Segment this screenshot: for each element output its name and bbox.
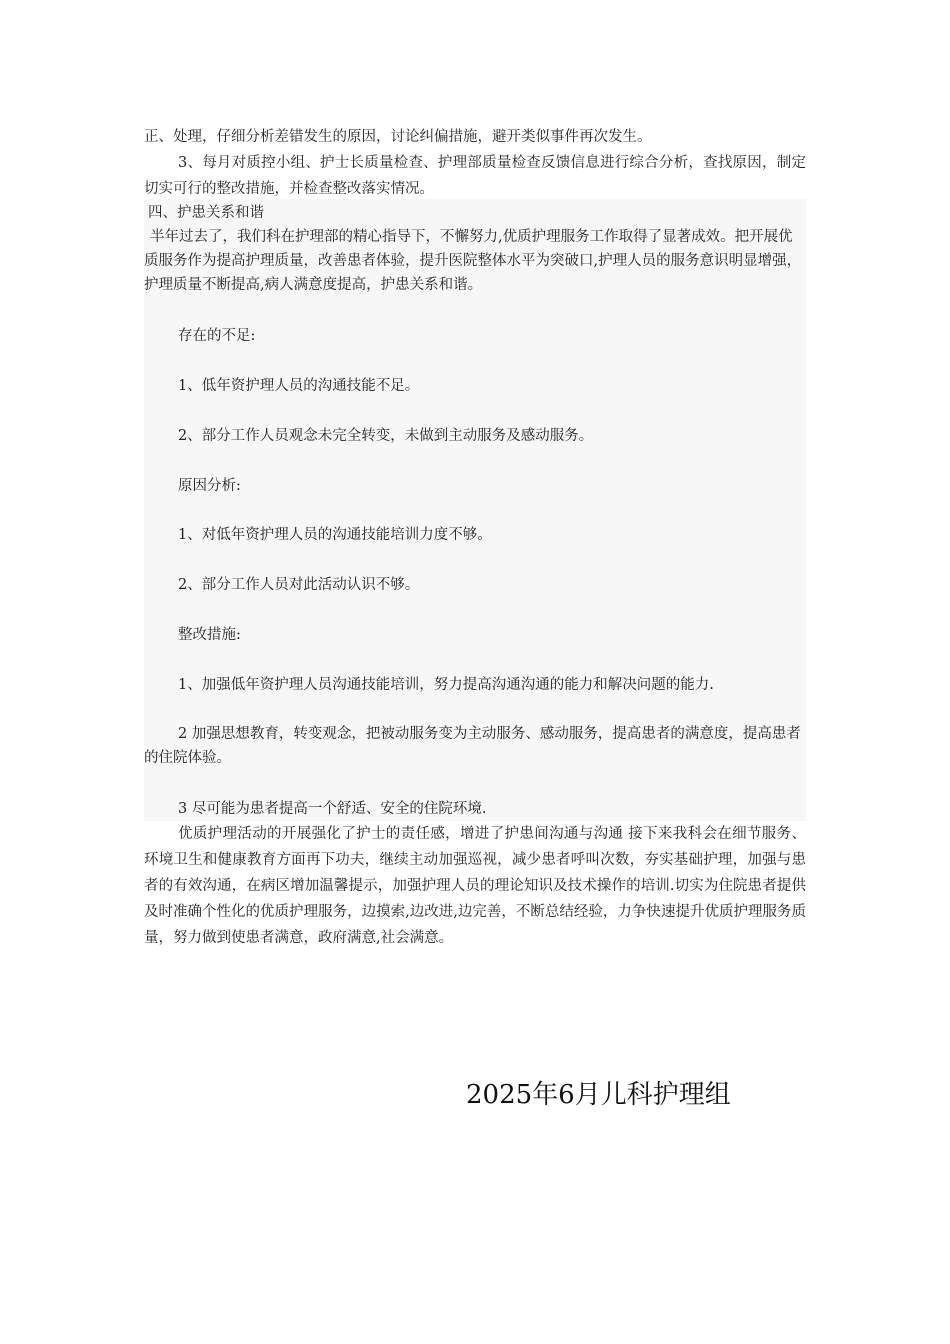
shortcoming-item-2: 2、部分工作人员观念未完全转变，未做到主动服务及感动服务。 [178,428,594,444]
cause-item-1: 1、对低年资护理人员的沟通技能培训力度不够。 [178,527,492,543]
measure-item-2: 2 加强思想教育，转变观念，把被动服务变为主动服务、感动服务，提高患者的满意度，提高患者的住院体验。 [144,726,801,766]
measure-item-3: 3 尽可能为患者提高一个舒适、安全的住院环境. [178,801,487,817]
paragraph-correction: 正、处理，仔细分析差错发生的原因，讨论纠偏措施，避开类似事件再次发生。 [144,129,652,145]
paragraph-closing: 优质护理活动的开展强化了护士的责任感，增进了护患间沟通与沟通 接下来我科会在细节服务、环境卫生和健康教育方面再下功夫，继续主动加强巡视，减少患者呼叫次数，夯实基础护理，加强与患者的有效沟通，在病区增加温馨提示，加强护理人员的理论知识及技术操作的培训.切实为住院患者提供及时准确个性化的优质护理服务，边摸索,边改进,边完善，不断总结经验，力争快速提升优质护理服务质量，努力做到使患者满意，政府满意,社会满意。 [144,826,806,946]
shortcoming-item-1: 1、低年资护理人员的沟通技能不足。 [178,378,420,394]
paragraph-intro: 半年过去了，我们科在护理部的精心指导下，不懈努力,优质护理服务工作取得了显著成效。把开展优质服务作为提高护理质量，改善患者体验，提升医院整体水平为突破口,护理人员的服务意识明显增强，护理质量不断提高,病人满意度提高，护患关系和谐。 [144,229,802,293]
signature-line: 2025年6月儿科护理组 [466,1080,731,1110]
causes-title: 原因分析: [178,478,241,494]
section-heading: 四、护患关系和谐 [148,205,264,221]
cause-item-2: 2、部分工作人员对此活动认识不够。 [178,577,420,593]
top-section [144,124,806,202]
paragraph-monthly-analysis: 3、每月对质控小组、护士长质量检查、护理部质量检查反馈信息进行综合分析，查找原因，制定切实可行的整改措施，并检查整改落实情况。 [144,155,806,197]
shortcomings-title: 存在的不足: [178,328,256,344]
measure-item-1: 1、加强低年资护理人员沟通技能培训，努力提高沟通沟通的能力和解决问题的能力. [178,677,714,693]
measures-title: 整改措施: [178,627,241,643]
